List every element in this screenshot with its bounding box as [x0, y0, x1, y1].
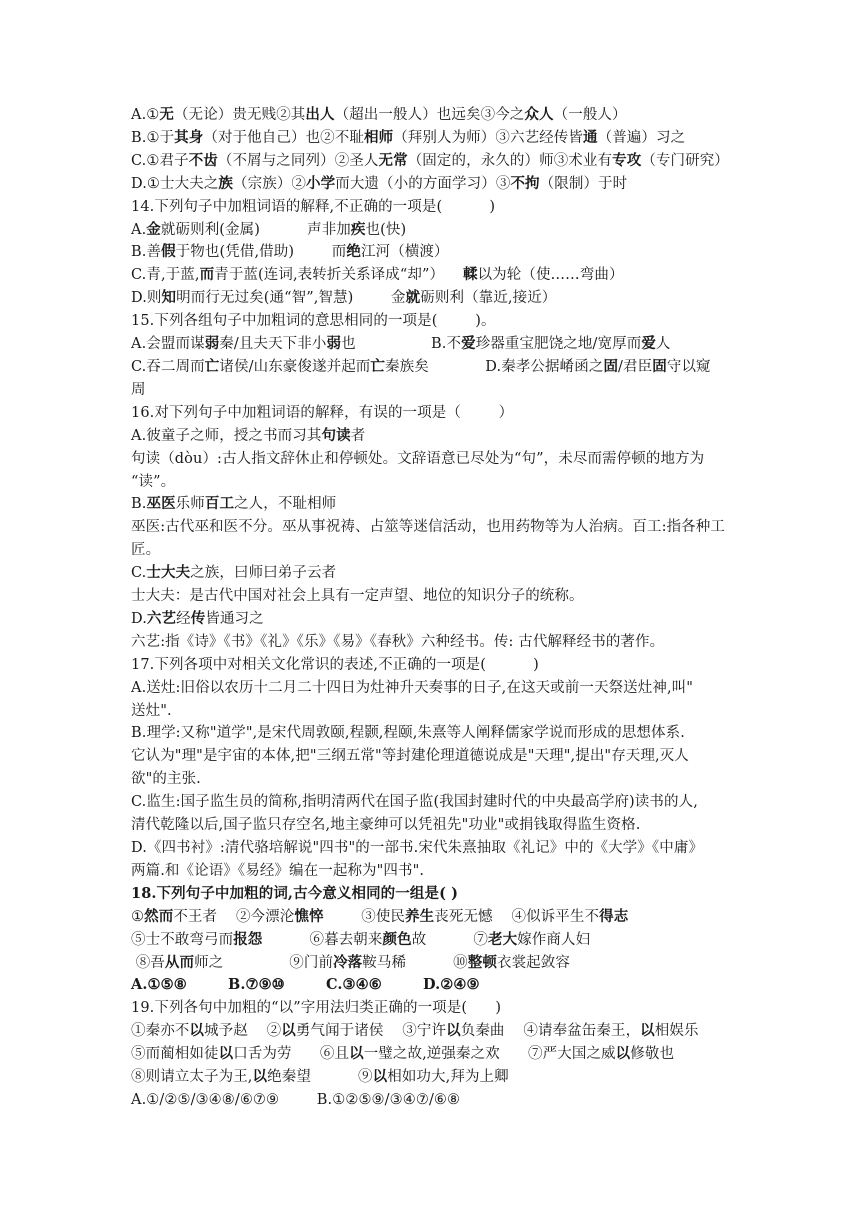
text-span: ⑧则请立太子为王, [131, 1069, 253, 1086]
text-line [131, 219, 780, 242]
text-span: 士大夫：是古代中国对社会上具有一定声望、地位的知识分子的统称。 [131, 588, 584, 605]
bold-term: 爱 [641, 335, 656, 353]
text-span: 它认为"理"是宇宙的本体,把"三纲五常"等封建伦理道德说成是"天理",提出"存天理,灭人 [131, 748, 689, 765]
text-span: 清代乾隆以后,国子监只存空名,地主豪绅可以凭祖先"功业"或捐钱取得监生资格. [131, 817, 641, 834]
text-span: D.则 [131, 290, 162, 307]
text-span: B.①于 [131, 129, 175, 146]
text-span: 于物也(凭借,借助) 而 [175, 244, 347, 261]
text-line [131, 310, 780, 333]
text-line [131, 631, 780, 654]
text-span: 周 [131, 381, 146, 398]
text-span: 相如功大,拜为上卿 [387, 1069, 509, 1086]
bold-term: 而 [199, 266, 215, 284]
text-line [131, 722, 780, 745]
bold-term: 小学 [306, 174, 336, 192]
bold-term: 专攻 [612, 151, 642, 169]
text-span: 17.下列各项中对相关文化常识的表述,不正确的一项是( ) [131, 656, 539, 673]
text-span: 经 [176, 610, 191, 627]
text-span: 欲"的主张. [131, 771, 201, 788]
text-span: C.监生:国子监生员的简称,指明清两代在国子监(我国封建时代的中央最高学府)读书的人, [131, 794, 698, 811]
text-span: （固定的，永久的）师③术业有 [407, 152, 613, 169]
text-span: 青于蓝(连词,表转折关系译成“却”） [214, 267, 463, 284]
bold-term: 輮 [462, 266, 478, 284]
text-line [131, 585, 780, 608]
bold-term: 疾 [350, 220, 366, 238]
bold-term: 以 [218, 1045, 234, 1063]
text-span: 丧死无憾 ④似诉平生不 [434, 908, 600, 925]
text-line [131, 608, 780, 631]
text-span: （不屑与之同列）②圣人 [217, 152, 379, 169]
text-span: A.送灶:旧俗以农历十二月二十四日为灶神升天奏事的日子,在这天或前一天祭送灶神,叫" [131, 679, 694, 696]
bold-term: 无 [159, 106, 174, 123]
text-line [131, 929, 780, 952]
bold-term: 以 [640, 1022, 655, 1040]
bold-term: 弱 [326, 335, 342, 353]
text-line [131, 287, 780, 310]
text-line [131, 264, 780, 287]
text-span: 19.下列各句中加粗的“以”字用法归类正确的一项是( ) [131, 1000, 502, 1017]
text-span: D. [131, 610, 147, 627]
text-line [131, 997, 780, 1020]
bold-term: 不拘 [510, 174, 540, 192]
text-span: 巫医:古代巫和医不分。巫从事祝祷、占筮等迷信活动，也用药物等为人治病。百工:指各种工 [131, 519, 725, 536]
text-span: A. [131, 221, 147, 238]
text-span: 相娱乐 [654, 1023, 699, 1040]
text-span: 修敬也 [630, 1046, 675, 1063]
text-span: A.会盟而谋 [131, 336, 205, 353]
bold-term: 养生 [405, 907, 435, 925]
text-span: （普遍）习之 [597, 129, 686, 146]
bold-term: 以 [372, 1068, 388, 1086]
text-line [131, 1043, 780, 1066]
bold-term: 报怨 [233, 930, 263, 948]
text-span: ⑧吾 [131, 954, 165, 971]
text-line [131, 1089, 780, 1112]
text-line [131, 471, 780, 494]
text-span: 14.下列句子中加粗词语的解释,不正确的一项是( ) [131, 198, 496, 215]
text-span: 送灶". [131, 702, 172, 719]
text-span: 不王者 ②今漂沦 [173, 908, 295, 925]
bold-term: 冷落 [333, 953, 363, 971]
bold-term: 众人 [524, 106, 554, 123]
text-span: 者 [350, 427, 366, 444]
text-span: （对于他自己）也②不耻 [203, 129, 364, 146]
text-span: /君臣 [618, 358, 653, 375]
bold-term: 就 [405, 289, 421, 307]
text-line [131, 654, 780, 677]
text-span: B. [131, 496, 147, 513]
text-span: ⑤而蔺相如徒 [131, 1046, 219, 1063]
text-line [131, 814, 780, 837]
bold-term: 以 [252, 1068, 268, 1086]
bold-term: 得志 [599, 907, 629, 925]
bold-term: 不齿 [188, 151, 218, 169]
text-span: C.青,于蓝, [131, 267, 200, 284]
text-line [131, 241, 780, 264]
bold-term: 亡 [204, 357, 220, 375]
text-line [131, 1066, 780, 1089]
text-line [131, 906, 780, 929]
text-line [131, 379, 780, 402]
text-line [131, 493, 780, 516]
bold-term: 固 [603, 357, 619, 375]
text-span: ①秦亦不 [131, 1023, 190, 1040]
text-span: 之人，不耻相师 [234, 496, 337, 513]
text-line [131, 333, 780, 356]
text-span: 鞍马稀 ⑩ [362, 954, 468, 971]
text-span: （限制）于时 [539, 175, 628, 192]
text-span: 句读（dòu）:古人指文辞休止和停顿处。文辞语意已尽处为“句”，未尽而需停顿的地方为 [131, 450, 705, 467]
bold-term: 百工 [204, 495, 235, 513]
bold-term: 然而 [144, 907, 174, 925]
text-span: 砺则利（靠近,接近） [420, 290, 557, 307]
text-line [131, 791, 780, 814]
bold-term: A.①⑤⑧ B.⑦⑨⑩ C.③④⑥ D.②④⑨ [131, 976, 480, 994]
text-line [131, 173, 780, 196]
text-span: 六艺:指《诗》《书》《礼》《乐》《易》《春秋》六种经书。传: 古代解释经书的著作。 [131, 633, 665, 650]
text-span: 匠。 [131, 542, 161, 559]
text-span: 而大遗（小的方面学习）③ [335, 175, 511, 192]
text-span: B.善 [131, 244, 162, 261]
bold-term: 亡 [370, 357, 385, 375]
text-line [131, 768, 780, 791]
text-span: 以为轮（使……弯曲） [477, 267, 624, 284]
text-span: A.①/②⑤/③④⑧/⑥⑦⑨ B.①②⑤⑨/③④⑦/⑥⑧ [131, 1091, 461, 1108]
text-span: 绝秦望 ⑨ [267, 1069, 373, 1086]
text-line [131, 402, 780, 425]
text-span: ⑥暮去朝来 [262, 931, 383, 948]
text-span: B.理学:又称"道学",是宋代周敦颐,程颢,程颐,朱熹等人阐释儒家学说而形成的思想体系. [131, 725, 685, 742]
text-line [131, 1020, 780, 1043]
text-span: ③使民 [323, 908, 406, 925]
text-span: C. [131, 565, 147, 582]
bold-term: 老大 [488, 930, 518, 948]
bold-term: 颜色 [382, 930, 412, 948]
bold-term: 憔悴 [294, 907, 324, 925]
bold-term: 无常 [378, 151, 408, 169]
bold-term: 金 [146, 220, 161, 238]
bold-term: 相师 [363, 128, 394, 146]
text-span: ⑤士不敢弯弓而 [131, 931, 234, 948]
text-span: 守以窥 [666, 358, 711, 375]
text-span: 人 [655, 336, 671, 353]
text-span: 珍器重宝肥饶之地/宽厚而 [475, 336, 642, 353]
bold-term: 以 [189, 1022, 205, 1040]
bold-term: 族 [218, 174, 234, 192]
bold-term: 固 [652, 357, 667, 375]
text-line [131, 974, 780, 997]
text-span: 乐师 [175, 496, 205, 513]
text-span: C.吞二周而 [131, 358, 205, 375]
text-line [131, 745, 780, 768]
text-line [131, 700, 780, 723]
bold-term: 以 [615, 1045, 631, 1063]
bold-term: 传 [190, 609, 206, 627]
bold-term: 知 [161, 289, 177, 307]
text-span: （专门研究） [641, 152, 729, 169]
bold-term: 爱 [461, 335, 476, 353]
text-span: 明而行无过矣(通“智”,智慧) 金 [176, 290, 406, 307]
bold-term: 士大夫 [146, 564, 191, 582]
text-span: 15.下列各组句子中加粗词的意思相同的一项是( )。 [131, 313, 496, 330]
text-span: 勇气闻于诸侯 ③宁许 [295, 1023, 447, 1040]
text-line [131, 356, 780, 379]
text-span: 秦族矣 D.秦孝公据崤函之 [385, 358, 604, 375]
text-line [131, 883, 780, 906]
text-span: D.《四书衬》:清代骆培解说"四书"的一部书.宋代朱熹抽取《礼记》中的《大学》《中庸》 [131, 840, 704, 856]
text-span: 嫁作商人妇 [517, 931, 591, 948]
text-span: （无论）贵无贱②其 [174, 107, 306, 123]
text-line [131, 837, 780, 860]
text-span: A.彼童子之师，授之书而习其 [131, 427, 322, 444]
text-span: 城予赵 ② [204, 1023, 282, 1040]
text-span: ① [131, 908, 145, 925]
text-span: 一璧之故,逆强秦之欢 ⑦严大国之威 [363, 1046, 616, 1063]
text-line [131, 677, 780, 700]
text-line [131, 860, 780, 883]
text-span: 就砺则利(金属) 声非加 [160, 221, 351, 238]
bold-term: 18.下列句子中加粗的词,古今意义相同的一组是( ) [131, 884, 459, 902]
text-span: 秦/且夫天下非小 [219, 336, 327, 353]
bold-term: 通 [583, 128, 598, 146]
text-span: （一般人） [553, 107, 627, 123]
text-span: 负秦曲 ④请奉盆缶秦王， [460, 1023, 641, 1040]
text-span: A.① [131, 107, 160, 123]
text-span: 故 ⑦ [411, 931, 488, 948]
bold-term: 绝 [346, 243, 361, 261]
text-span: （宗族）② [233, 175, 307, 192]
text-span: D.①士大夫之 [131, 175, 219, 192]
bold-term: 其身 [174, 128, 204, 146]
text-span: 江河（横渡） [361, 244, 449, 261]
text-span: “读”。 [131, 473, 176, 490]
text-span: 16.对下列句子中加粗词语的解释，有误的一项是（ ） [131, 404, 514, 421]
bold-term: 出人 [305, 106, 335, 123]
text-span: 之族，曰师曰弟子云者 [190, 565, 337, 582]
text-span: C.①君子 [131, 152, 189, 169]
bold-term: 假 [161, 243, 176, 261]
text-span: 师之 ⑨门前 [194, 954, 334, 971]
text-line [131, 952, 780, 975]
text-line [131, 516, 780, 539]
text-line [131, 425, 780, 448]
text-span: 诸侯/山东豪俊遂并起而 [219, 358, 371, 375]
bold-term: 巫医 [146, 495, 176, 513]
text-line [131, 196, 780, 219]
text-span: 也(快) [365, 221, 407, 238]
text-line [131, 539, 780, 562]
text-line [131, 104, 780, 127]
bold-term: 弱 [204, 335, 220, 353]
text-span: 两篇.和《论语》《易经》编在一起称为"四书". [131, 862, 425, 879]
text-line [131, 150, 780, 173]
text-line [131, 562, 780, 585]
text-span: 皆通习之 [205, 610, 264, 627]
bold-term: 从而 [164, 953, 195, 971]
text-line [131, 127, 780, 150]
text-span: 口舌为劳 ⑥且 [233, 1046, 350, 1063]
text-span: （拜别人为师）③六艺经传皆 [393, 129, 583, 146]
text-line [131, 448, 780, 471]
bold-term: 以 [446, 1022, 461, 1040]
text-span: （超出一般人）也远矣③今之 [334, 107, 525, 123]
bold-term: 以 [281, 1022, 296, 1040]
bold-term: 句读 [321, 426, 351, 444]
text-span: 也 B.不 [341, 336, 462, 353]
bold-term: 整顿 [467, 953, 497, 971]
text-span: 衣裳起敛容 [496, 954, 570, 971]
bold-term: 六艺 [146, 609, 177, 627]
bold-term: 以 [349, 1045, 364, 1063]
